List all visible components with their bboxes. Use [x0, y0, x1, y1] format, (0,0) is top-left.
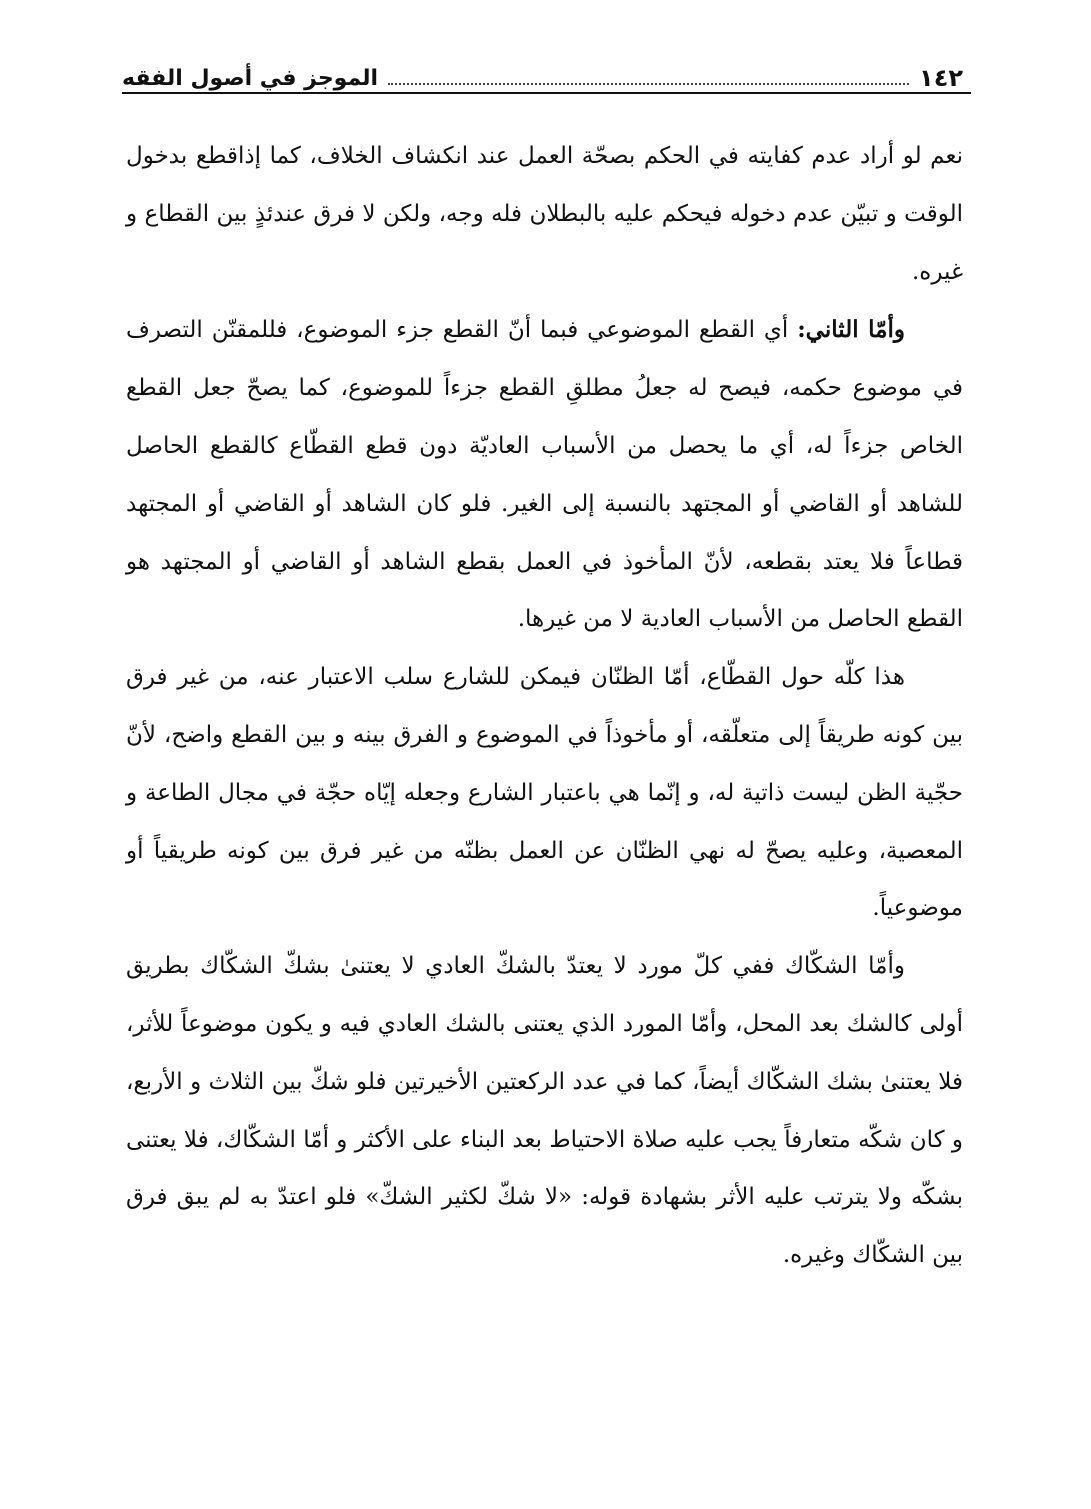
paragraph — [126, 301, 963, 649]
body-text — [126, 128, 963, 1285]
paragraph-text: وأمّا الشكّاك ففي كلّ مورد لا يعتدّ بالشكّ العادي لا يعتنىٰ بشكّ الشكّاك بطريق أولى كالشك بعد المحل، وأمّا المورد الذي يعتنى بالشك العادي فيه و يكون موضوعاً للأثر، فلا يعتنىٰ بشك الشكّاك أيضاً، كما في عدد الركعتين الأخيرتين فلو شكّ بين الثلاث و الأربع، و كان شكّه متعارفاً يجب عليه صلاة الاحتياط بعد البناء على الأكثر و أمّا الشكّاك، فلا يعتنى بشكّه ولا يترتب عليه الأثر بشهادة قوله: «لا شكّ لكثير الشكّ» فلو اعتدّ به لم يبق فرق بين الشكّاك وغيره. — [126, 953, 963, 1269]
paragraph-text: أي القطع الموضوعي فبما أنّ القطع جزء الموضوع، فللمقنّن التصرف في موضوع حكمه، فيصح له جعلُ مطلقِ القطع جزءاً للموضوع، كما يصحّ جعل القطع الخاص جزءاً له، أي ما يحصل من الأسباب العاديّة دون قطع القطّاع كالقطع الحاصل للشاهد أو القاضي أو المجتهد بالنسبة إلى الغير. فلو كان الشاهد أو القاضي أو المجتهد قطاعاً فلا يعتد بقطعه، لأنّ المأخوذ في العمل بقطع الشاهد أو القاضي أو المجتهد هو القطع الحاصل من الأسباب العادية لا من غيرها. — [126, 317, 963, 633]
paragraph — [126, 128, 963, 301]
running-header — [122, 52, 963, 90]
header-dotted-leader — [388, 83, 909, 85]
paragraph — [126, 649, 963, 938]
header-title: الموجز في أصول الفقه — [122, 66, 379, 91]
paragraph-lead: وأمّا الثاني: — [797, 316, 905, 344]
header-rule — [122, 92, 971, 94]
paragraph-text: هذا كلّه حول القطّاع، أمّا الظنّان فيمكن للشارع سلب الاعتبار عنه، من غير فرق بين كونه طريقاً إلى متعلّقه، أو مأخوذاً في الموضوع و الفرق بينه و بين القطع واضح، لأنّ حجّية الظن ليست ذاتية له، و إنّما هي باعتبار الشارع وجعله إيّاه حجّة في مجال الطاعة و المعصية، وعليه يصحّ له نهي الظنّان عن العمل بظنّه من غير فرق بين كونه طريقياً أو موضوعياً. — [126, 664, 963, 922]
page-number: ١٤٢ — [919, 64, 963, 92]
paragraph — [126, 938, 963, 1285]
paragraph-text: نعم لو أراد عدم كفايته في الحكم بصحّة العمل عند انكشاف الخلاف، كما إذاقطع بدخول الوقت و تبيّن عدم دخوله فيحكم عليه بالبطلان فله وجه، ولكن لا فرق عندئذٍ بين القطاع و غيره. — [126, 143, 963, 285]
